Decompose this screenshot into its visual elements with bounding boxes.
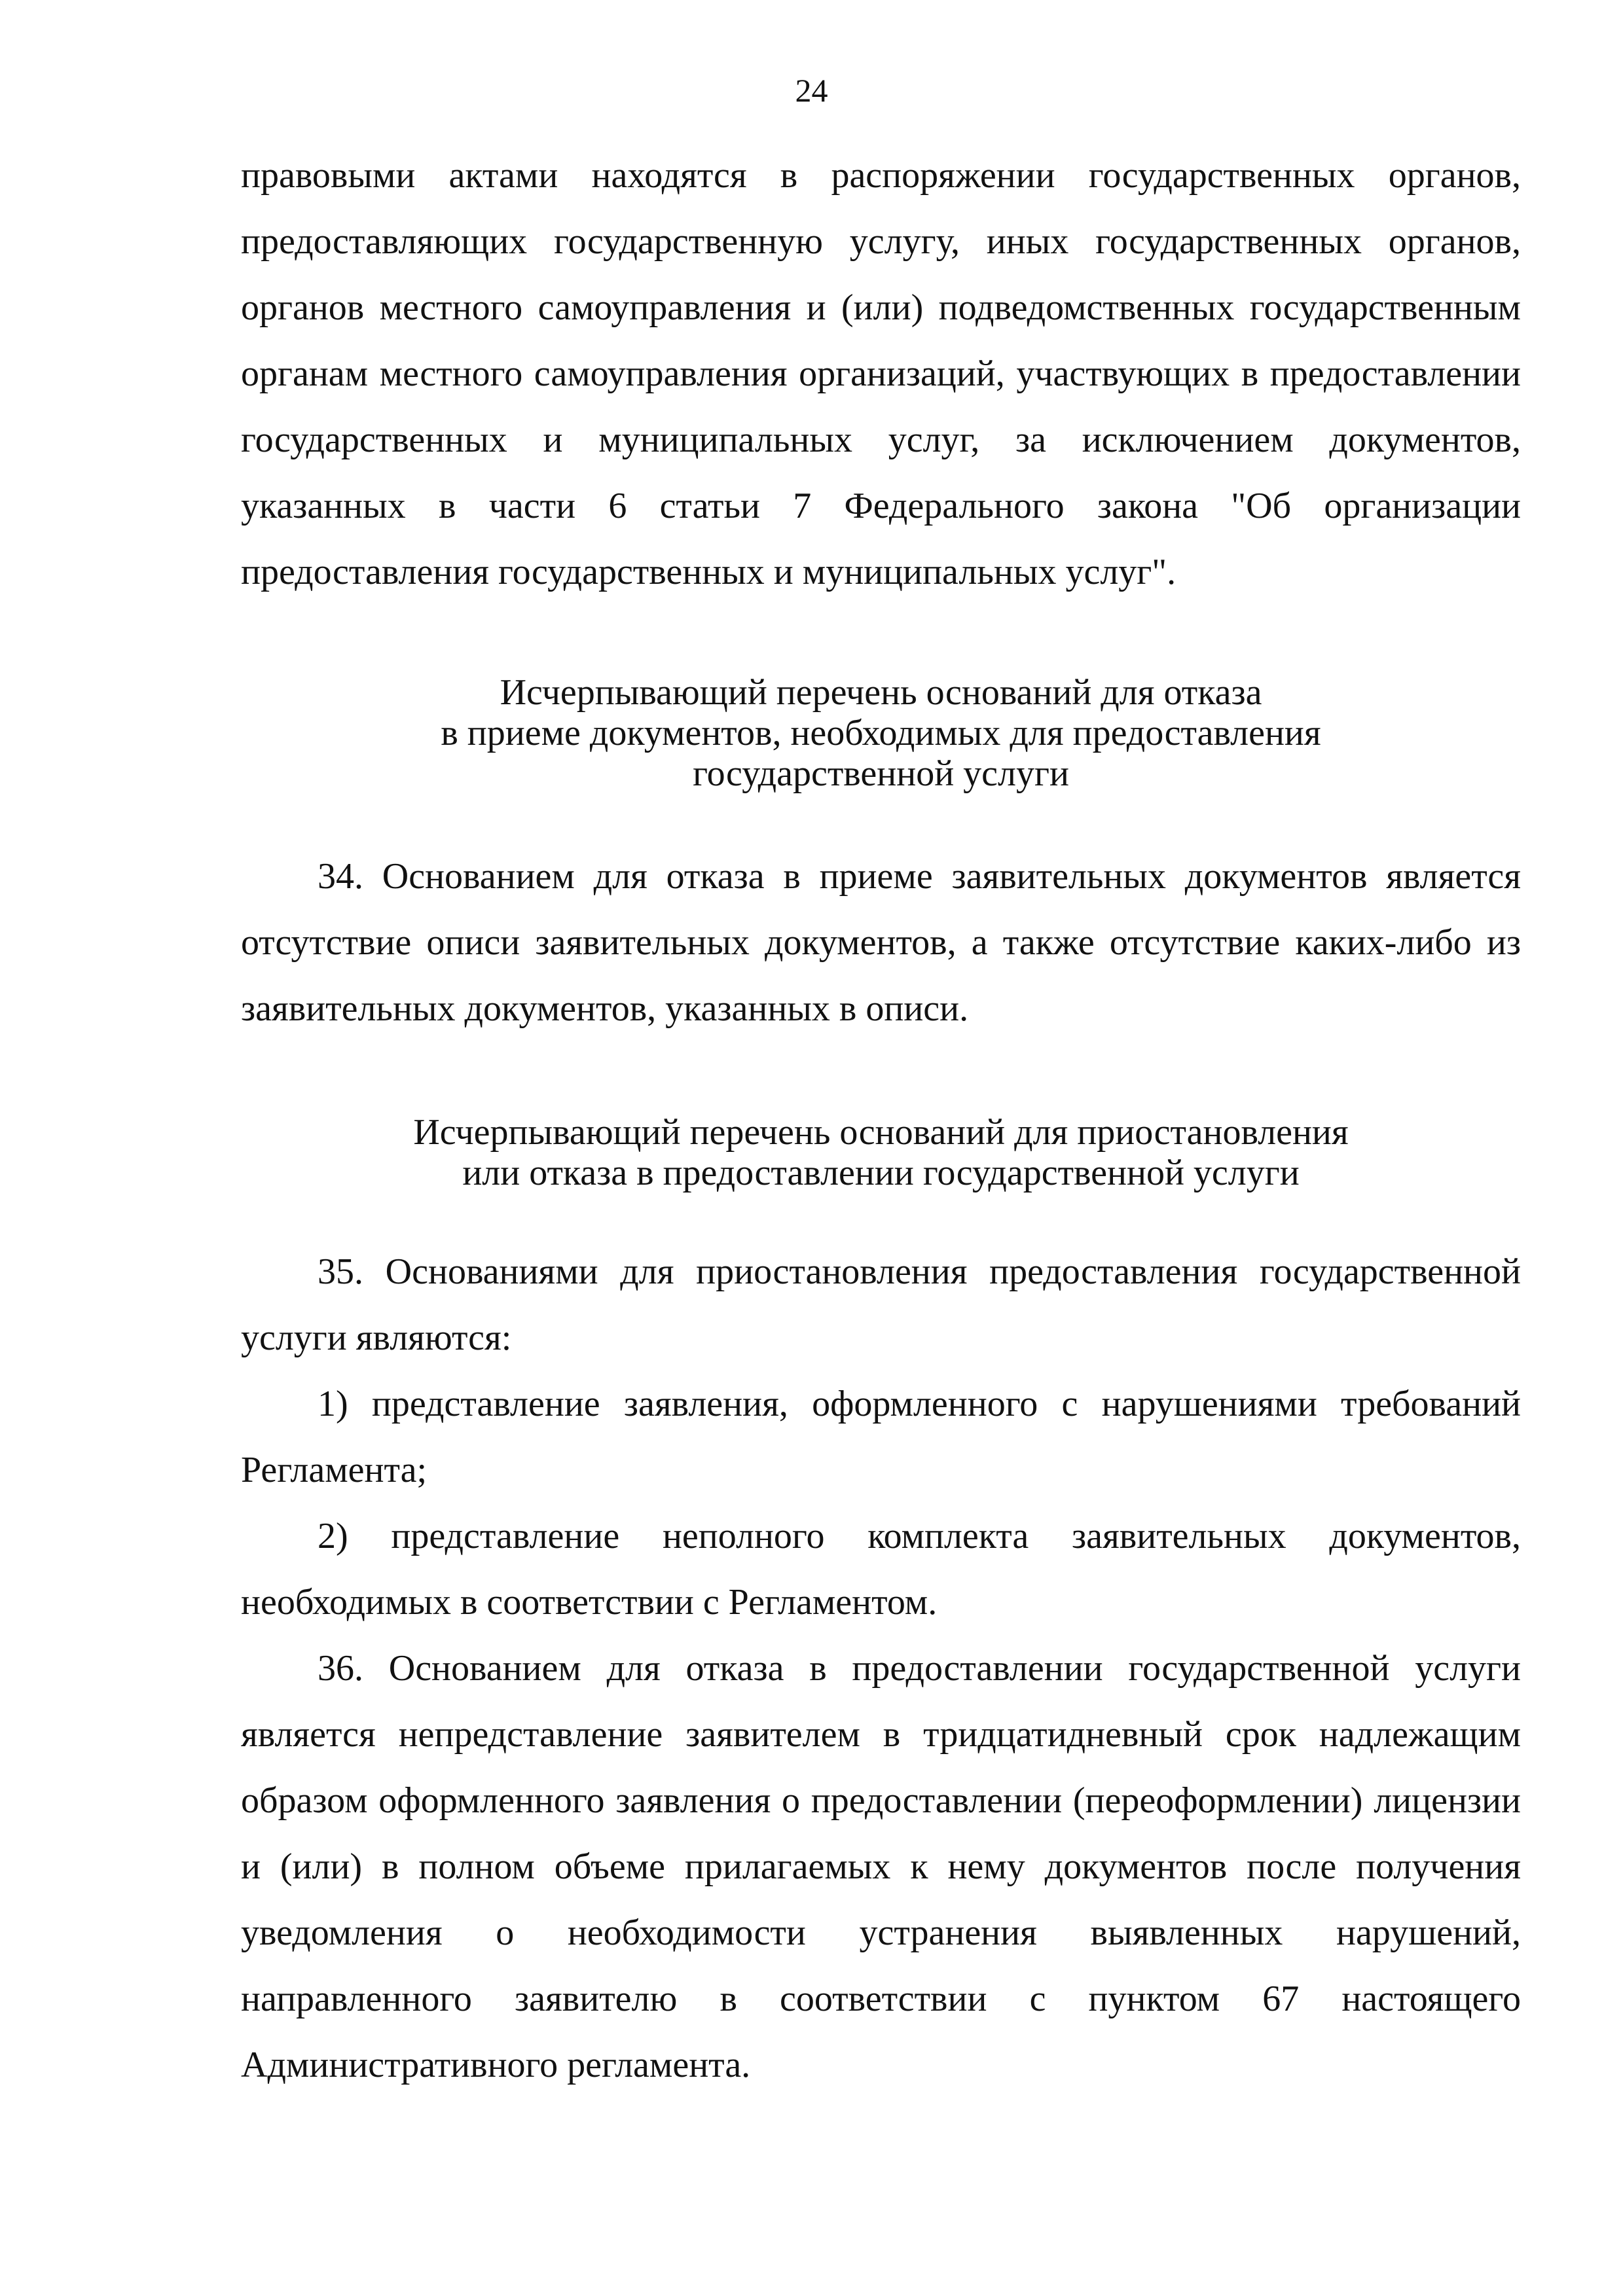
heading-line: Исчерпывающий перечень оснований для приостановления xyxy=(413,1112,1349,1153)
heading-line: в приеме документов, необходимых для предоставления xyxy=(441,713,1321,753)
list-item-35-1: 1) представление заявления, оформленного с нарушениями требований Регламента; xyxy=(241,1384,1521,1490)
document-body xyxy=(241,143,1521,2098)
heading-line: или отказа в предоставлении государственной услуги xyxy=(462,1153,1300,1193)
section-heading-suspension-refusal xyxy=(241,1112,1521,1193)
paragraph-34: 34. Основанием для отказа в приеме заявительных документов является отсутствие описи заявительных документов, а также отсутствие каких-либо из заявительных документов, указанных в описи. xyxy=(241,856,1521,1029)
list-item-35-2: 2) представление неполного комплекта заявительных документов, необходимых в соответствии с Регламентом. xyxy=(241,1516,1521,1623)
paragraph-35: 35. Основаниями для приостановления предоставления государственной услуги являются: xyxy=(241,1251,1521,1358)
section-heading-refusal-acceptance xyxy=(241,672,1521,794)
heading-line: Исчерпывающий перечень оснований для отказа xyxy=(500,672,1262,713)
paragraph-36: 36. Основанием для отказа в предоставлении государственной услуги является непредставление заявителем в тридцатидневный срок надлежащим образом оформленного заявления о предоставлении (переоформлении) лицензии и (или) в полном объеме прилагаемых к нему документов после получения уведомления о необходимости устранения выявленных нарушений, направленного заявителю в соответствии с пунктом 67 настоящего Административного регламента. xyxy=(241,1648,1521,2085)
page-number: 24 xyxy=(795,72,828,109)
heading-line: государственной услуги xyxy=(693,753,1069,794)
intro-paragraph: правовыми актами находятся в распоряжении государственных органов, предоставляющих государственную услугу, иных государственных органов, органов местного самоуправления и (или) подведомственных государственным органам местного самоуправления организаций, участвующих в предоставлении государственных и муниципальных услуг, за исключением документов, указанных в части 6 статьи 7 Федерального закона "Об организации предоставления государственных и муниципальных услуг". xyxy=(241,155,1521,592)
